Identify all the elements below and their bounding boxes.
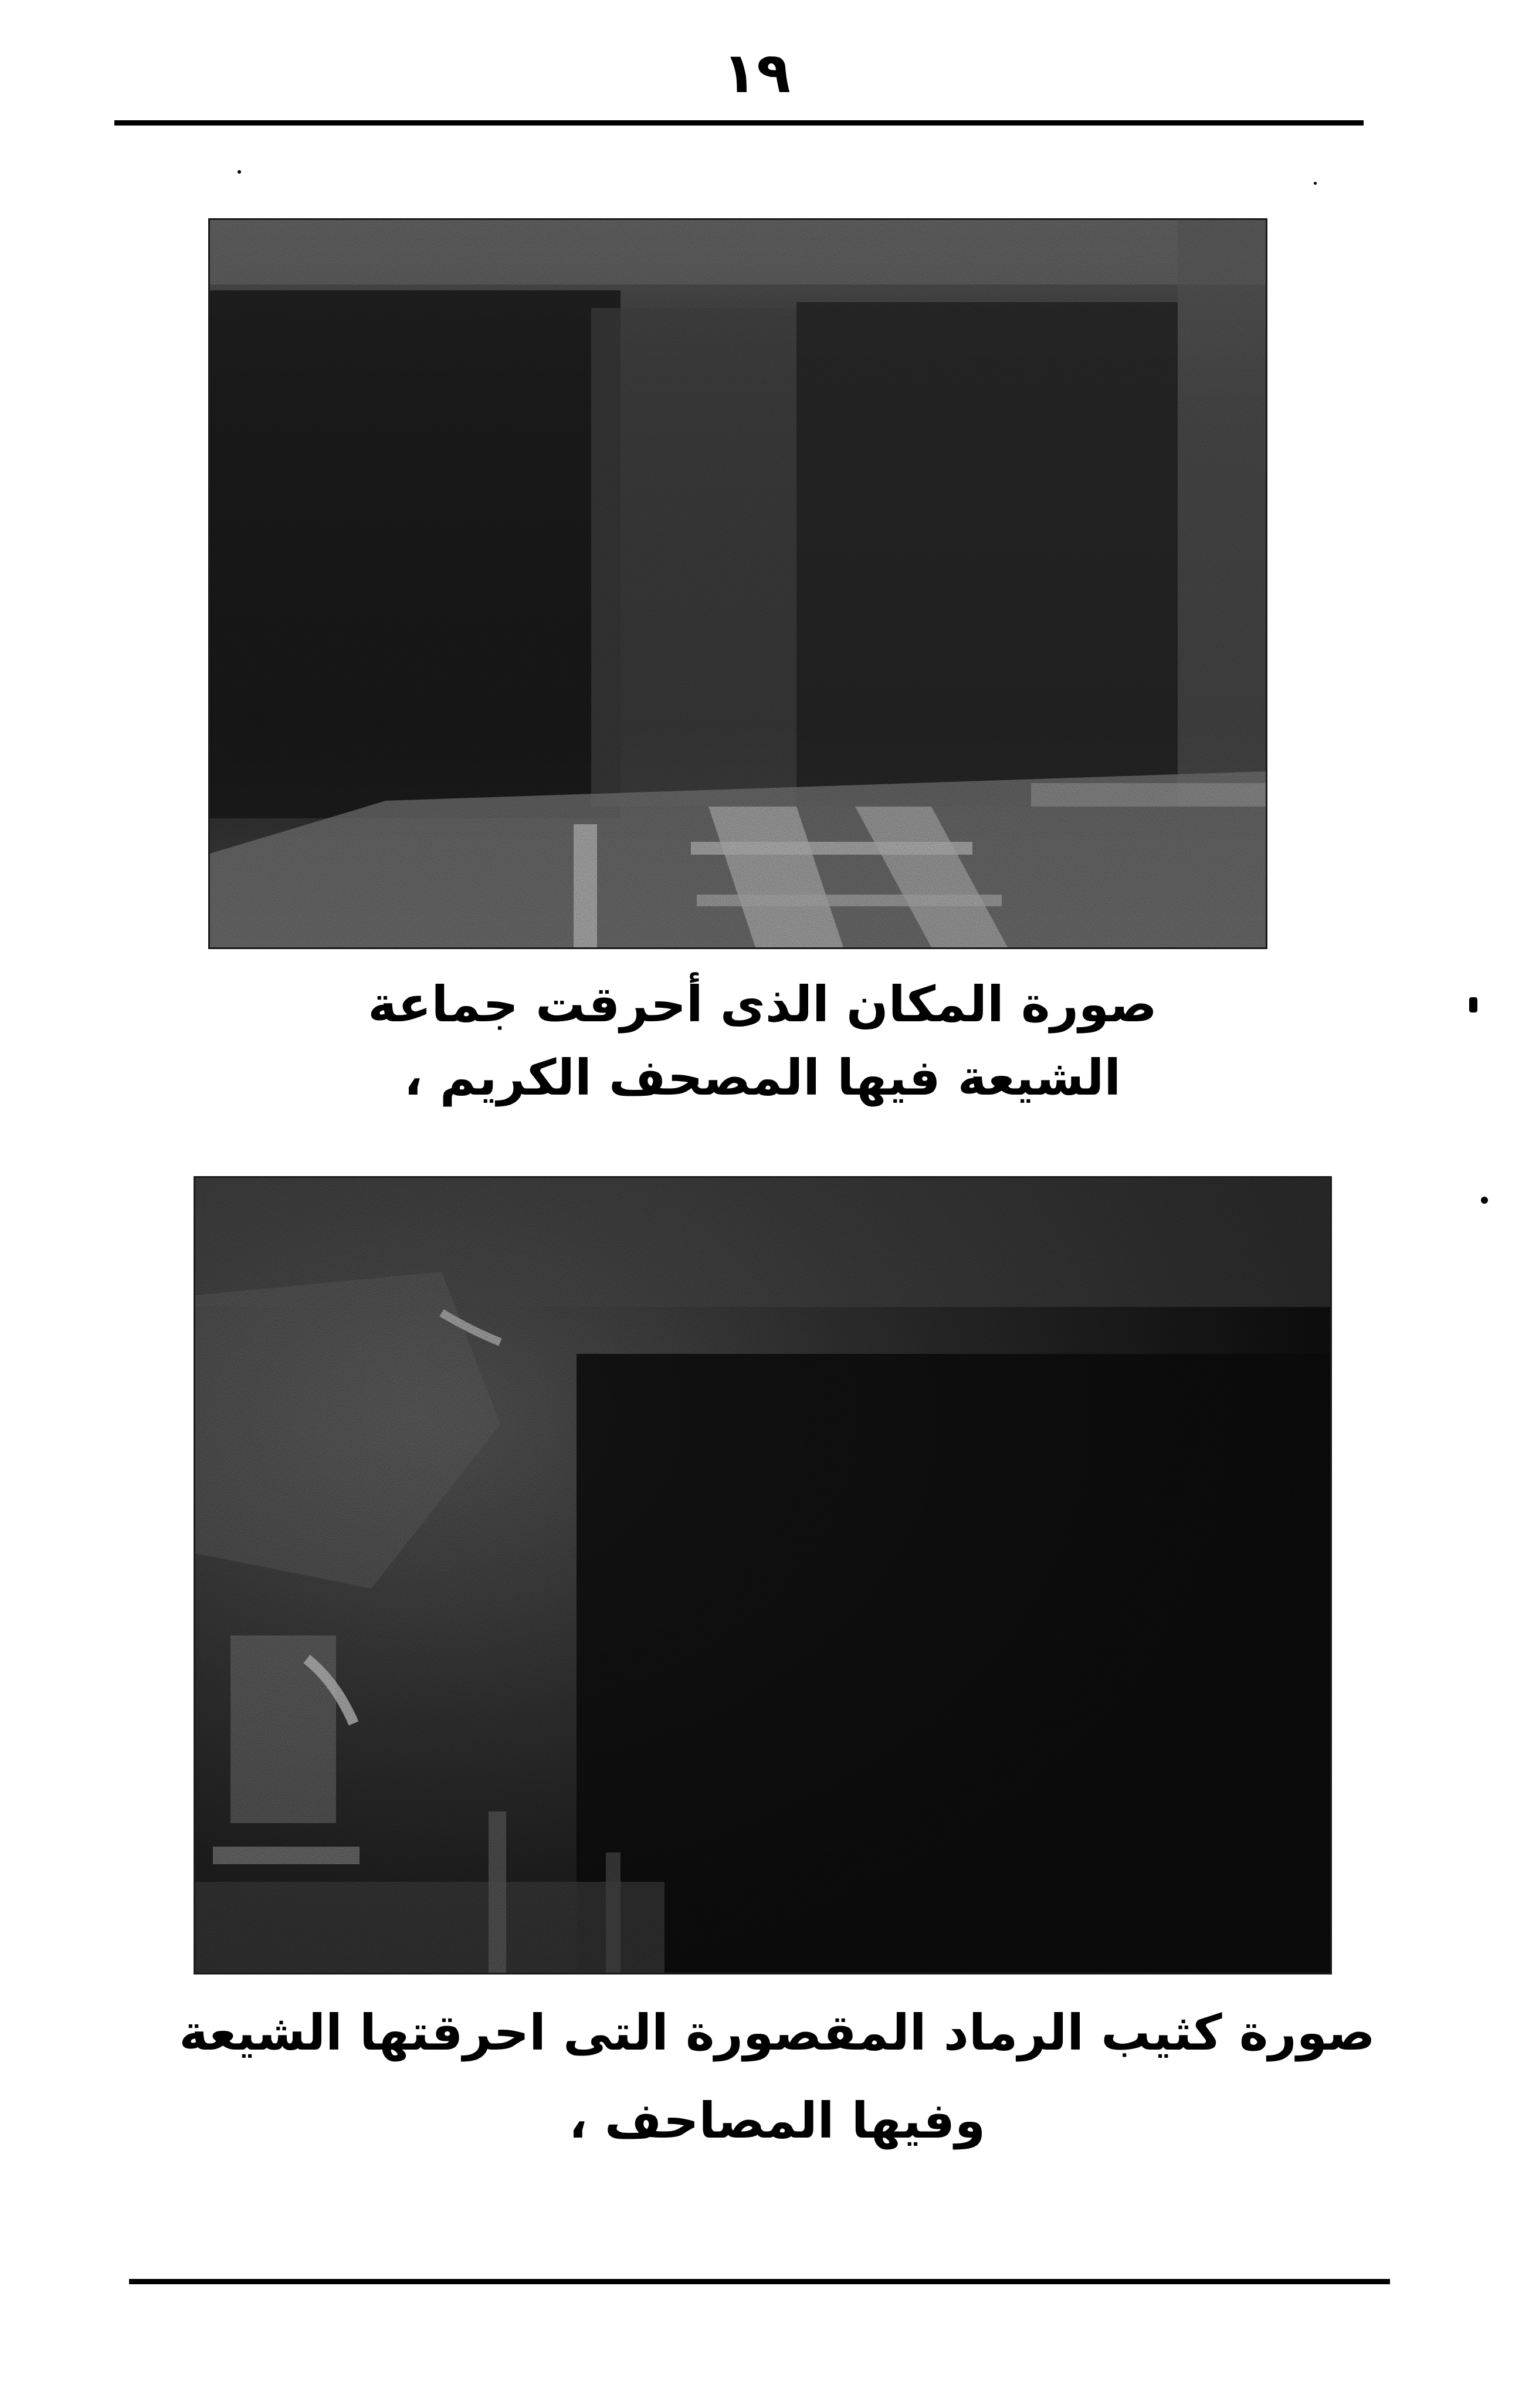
caption-line: صورة المكان الذى أحرقت جماعة [368,976,1157,1033]
page-number: ١٩ [723,41,791,106]
top-rule [114,120,1364,126]
caption-line: وفيها المصاحف ، [568,2092,986,2149]
scan-speck [1469,997,1477,1012]
caption-ash-pile [176,1989,1378,2165]
scan-speck [1481,1197,1488,1204]
photo-burned-place [208,218,1267,949]
caption-burned-place [293,968,1232,1115]
bottom-rule [129,2279,1390,2284]
scan-speck [238,170,241,174]
caption-line: الشيعة فيها المصحف الكريم ، [404,1049,1121,1106]
photo-ash-pile [194,1176,1332,1975]
scan-speck [1314,182,1317,185]
caption-line: صورة كثيب الرماد المقصورة التى احرقتها الشيعة [179,2004,1375,2061]
